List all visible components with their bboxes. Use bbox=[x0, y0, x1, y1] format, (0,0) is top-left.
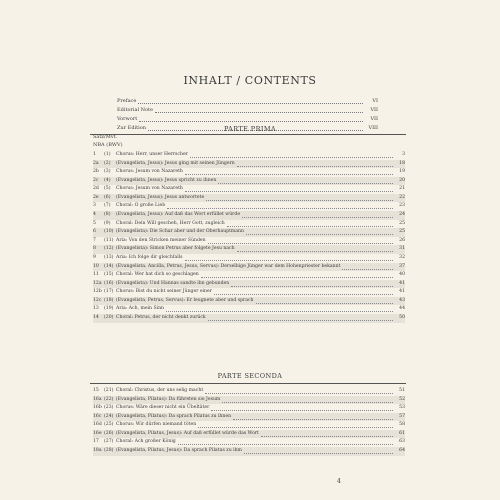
movement-number: 5 bbox=[93, 220, 96, 226]
bwv-number: (27) bbox=[104, 439, 114, 445]
movement-title: Aria: Ach, mein Sinn bbox=[116, 306, 164, 312]
movement-title: (Evangelista): Die Schar aber und der Oberhauptmann bbox=[116, 229, 244, 235]
dot-leader bbox=[214, 288, 393, 295]
dot-leader bbox=[233, 413, 393, 420]
page-ref: 3 bbox=[402, 152, 405, 157]
movement-number: 12b bbox=[93, 289, 102, 295]
page-ref: 40 bbox=[399, 272, 405, 278]
movement-number: 15 bbox=[93, 388, 99, 393]
page-ref: 64 bbox=[399, 448, 405, 454]
movement-number: 6 bbox=[93, 229, 96, 235]
toc-row bbox=[93, 271, 405, 280]
bwv-number: (26) bbox=[104, 430, 114, 436]
bwv-number: (12) bbox=[104, 246, 114, 252]
part-heading-prima: PARTE PRIMA bbox=[224, 125, 276, 133]
bwv-number: (22) bbox=[104, 396, 114, 402]
movement-title: (Evangelista): Simon Petrus aber folgete Jesu nach bbox=[116, 246, 235, 252]
movement-number: 16b bbox=[93, 405, 102, 411]
page-ref: 41 bbox=[399, 280, 405, 286]
dot-leader bbox=[185, 185, 393, 192]
dot-leader bbox=[237, 160, 393, 167]
front-matter-item bbox=[117, 115, 378, 124]
bwv-number: (19) bbox=[104, 306, 114, 312]
toc-row bbox=[93, 297, 405, 306]
movement-number: 16c bbox=[93, 413, 102, 419]
movement-number: 2c bbox=[93, 177, 99, 183]
front-matter-page: VI bbox=[372, 98, 378, 104]
dot-leader bbox=[205, 387, 393, 394]
dot-leader bbox=[190, 151, 393, 158]
column-header-nba: NBA (BWV) bbox=[93, 142, 123, 148]
toc-row bbox=[93, 177, 405, 186]
movement-title: (Evangelista, Ancilla, Petrus, Jesus, Servus): Derselbige Jünger war dem Hohenpriester bekannt bbox=[116, 263, 341, 269]
movement-title: Chorus: Herr, unser Herrscher bbox=[116, 152, 188, 157]
page-ref: 25 bbox=[399, 220, 405, 226]
dot-leader bbox=[208, 237, 393, 244]
page-ref: 18 bbox=[399, 160, 405, 166]
front-matter-label: Zur Edition bbox=[117, 125, 146, 131]
page-ref: 37 bbox=[399, 263, 405, 269]
movement-number: 7 bbox=[93, 237, 96, 243]
page-ref: 61 bbox=[399, 430, 405, 436]
bwv-number: (21) bbox=[104, 388, 114, 393]
bwv-number: (5) bbox=[104, 186, 111, 192]
page-ref: 53 bbox=[399, 405, 405, 411]
bwv-number: (6) bbox=[104, 194, 111, 200]
toc-row bbox=[93, 245, 405, 254]
movement-title: (Evangelista, Petrus, Servus): Er leugnete aber und sprach bbox=[116, 297, 254, 303]
page-ref: 51 bbox=[399, 388, 405, 393]
toc-row bbox=[93, 396, 405, 405]
toc-row bbox=[93, 263, 405, 272]
bwv-number: (23) bbox=[104, 405, 114, 411]
bwv-number: (16) bbox=[104, 280, 114, 286]
movement-number: 17 bbox=[93, 439, 99, 445]
bwv-number: (28) bbox=[104, 448, 114, 454]
bwv-number: (20) bbox=[104, 314, 114, 320]
movement-title: Choral: Ach großer König bbox=[116, 439, 176, 445]
movement-title: Choral: Dein Will gescheh, Herr Gott, zugleich bbox=[116, 220, 225, 226]
movement-number: 2b bbox=[93, 169, 99, 175]
toc-row bbox=[93, 430, 405, 439]
front-matter-label: Vorwort bbox=[117, 116, 138, 122]
toc-row bbox=[93, 421, 405, 430]
toc-row bbox=[93, 413, 405, 422]
bwv-number: (3) bbox=[104, 169, 111, 175]
bwv-number: (7) bbox=[104, 203, 111, 209]
movement-number: 2a bbox=[93, 160, 99, 166]
dot-leader bbox=[244, 447, 393, 454]
movement-title: (Evangelista, Jesus): Jesus spricht zu ihnen bbox=[116, 177, 217, 183]
page-ref: 43 bbox=[399, 297, 405, 303]
dot-leader bbox=[261, 430, 393, 437]
dot-leader bbox=[208, 314, 393, 321]
bwv-number: (13) bbox=[104, 254, 114, 260]
movement-title: Chorus: Wir dürfen niemand töten bbox=[116, 422, 197, 428]
movement-number: 2d bbox=[93, 186, 99, 192]
dot-leader bbox=[246, 228, 393, 235]
toc-row bbox=[93, 211, 405, 220]
movement-number: 11 bbox=[93, 272, 99, 278]
movement-title: (Evangelista, Pilatus, Jesus): Da sprach Pilatus zu ihm bbox=[116, 448, 242, 454]
toc-row bbox=[93, 314, 405, 323]
front-matter-label: Preface bbox=[117, 98, 137, 104]
movement-number: 4 bbox=[93, 212, 96, 218]
divider bbox=[90, 134, 406, 135]
bwv-number: (25) bbox=[104, 422, 114, 428]
page-ref: 20 bbox=[399, 177, 405, 183]
page-ref: 24 bbox=[399, 212, 405, 218]
front-matter-page: VII bbox=[370, 116, 378, 122]
toc-row bbox=[93, 254, 405, 263]
dot-leader bbox=[201, 271, 393, 278]
dot-leader bbox=[178, 438, 393, 445]
column-header-satz: Satz/Mvt. bbox=[93, 134, 118, 140]
bwv-number: (2) bbox=[104, 160, 111, 166]
toc-row bbox=[93, 305, 405, 314]
page-ref: 25 bbox=[399, 229, 405, 235]
bwv-number: (14) bbox=[104, 263, 114, 269]
page-ref: 50 bbox=[399, 314, 405, 320]
bwv-number: (15) bbox=[104, 272, 114, 278]
toc-row bbox=[93, 220, 405, 229]
page-ref: 21 bbox=[399, 186, 405, 192]
dot-leader bbox=[231, 280, 393, 287]
movement-title: Chorus: Bist du nicht seiner Jünger einer bbox=[116, 289, 212, 295]
toc-row bbox=[93, 280, 405, 289]
dot-leader bbox=[206, 194, 393, 201]
movement-title: (Evangelista): Und Hannas sandte ihn gebunden bbox=[116, 280, 230, 286]
movement-title: (Evangelista, Jesus): Jesus antwortete bbox=[116, 194, 205, 200]
movement-title: Chorus: Wäre dieser nicht ein Übeltäter bbox=[116, 405, 210, 411]
movement-title: (Evangelista, Jesus): Jesus ging mit seinen Jüngern bbox=[116, 160, 235, 166]
movement-number: 9 bbox=[93, 254, 96, 260]
page-ref: 32 bbox=[399, 254, 405, 260]
page-ref: 31 bbox=[399, 246, 405, 252]
movement-title: Choral: Petrus, der nicht denkt zurück bbox=[116, 314, 206, 320]
dot-leader bbox=[167, 202, 393, 209]
front-matter-item bbox=[117, 106, 378, 115]
divider bbox=[90, 383, 406, 384]
dot-leader bbox=[185, 254, 393, 261]
movement-title: Aria: Von den Stricken meiner Sünden bbox=[116, 237, 206, 243]
bwv-number: (8) bbox=[104, 212, 111, 218]
dot-leader bbox=[139, 115, 363, 122]
movement-title: Aria: Ich folge dir gleichfalls bbox=[116, 254, 183, 260]
toc-row bbox=[93, 438, 405, 447]
toc-row bbox=[93, 168, 405, 177]
front-matter-label: Editorial Note bbox=[117, 107, 153, 113]
dot-leader bbox=[218, 177, 393, 184]
toc-row bbox=[93, 185, 405, 194]
movement-number: 16a bbox=[93, 396, 102, 402]
movement-number: 16d bbox=[93, 422, 102, 428]
dot-leader bbox=[155, 106, 363, 113]
movement-number: 2e bbox=[93, 194, 99, 200]
dot-leader bbox=[237, 245, 393, 252]
movement-number: 12a bbox=[93, 280, 102, 286]
movement-number: 13 bbox=[93, 306, 99, 312]
front-matter-page: VIII bbox=[368, 125, 378, 131]
movement-number: 18a bbox=[93, 448, 102, 454]
movement-title: Chorus: Jesum von Nazareth bbox=[116, 169, 183, 175]
movement-title: Choral: Wer hat dich so geschlagen bbox=[116, 272, 199, 278]
movement-title: Chorus: Jesum von Nazareth bbox=[116, 186, 183, 192]
page-number: 4 bbox=[337, 478, 341, 485]
page-ref: 44 bbox=[399, 306, 405, 312]
page-ref: 22 bbox=[399, 194, 405, 200]
bwv-number: (9) bbox=[104, 220, 111, 226]
dot-leader bbox=[256, 297, 394, 304]
bwv-number: (4) bbox=[104, 177, 111, 183]
movement-number: 14 bbox=[93, 314, 99, 320]
toc-row bbox=[93, 202, 405, 211]
part2-list bbox=[93, 387, 405, 456]
dot-leader bbox=[342, 263, 393, 270]
page-ref: 23 bbox=[399, 203, 405, 209]
part-heading-seconda: PARTE SECONDA bbox=[217, 372, 283, 380]
movement-title: (Evangelista, Pilatus, Jesus): Auf daß erfüllet würde das Wort bbox=[116, 430, 259, 436]
toc-row bbox=[93, 447, 405, 456]
bwv-number: (17) bbox=[104, 289, 114, 295]
bwv-number: (24) bbox=[104, 413, 114, 419]
dot-leader bbox=[198, 421, 393, 428]
toc-row bbox=[93, 404, 405, 413]
page-ref: 26 bbox=[399, 237, 405, 243]
movement-number: 1 bbox=[93, 152, 96, 157]
toc-row bbox=[93, 151, 405, 160]
toc-row bbox=[93, 288, 405, 297]
dot-leader bbox=[211, 404, 393, 411]
dot-leader bbox=[138, 97, 363, 104]
page-title: INHALT / CONTENTS bbox=[183, 74, 317, 87]
page-ref: 41 bbox=[399, 289, 405, 295]
toc-row bbox=[93, 160, 405, 169]
page-ref: 19 bbox=[399, 169, 405, 175]
front-matter-page: VII bbox=[370, 107, 378, 113]
movement-number: 16e bbox=[93, 430, 102, 436]
toc-row bbox=[93, 194, 405, 203]
toc-row bbox=[93, 237, 405, 246]
dot-leader bbox=[185, 168, 393, 175]
movement-number: 12c bbox=[93, 297, 102, 303]
toc-row bbox=[93, 228, 405, 237]
movement-title: Choral: Christus, der uns selig macht bbox=[116, 388, 204, 393]
movement-number: 3 bbox=[93, 203, 96, 209]
bwv-number: (1) bbox=[104, 152, 111, 157]
page-ref: 63 bbox=[399, 439, 405, 445]
dot-leader bbox=[166, 305, 393, 312]
part1-list bbox=[93, 151, 405, 323]
bwv-number: (11) bbox=[104, 237, 114, 243]
dot-leader bbox=[222, 396, 393, 403]
dot-leader bbox=[227, 220, 393, 227]
front-matter-item bbox=[117, 97, 378, 106]
movement-number: 8 bbox=[93, 246, 96, 252]
bwv-number: (18) bbox=[104, 297, 114, 303]
page-ref: 52 bbox=[399, 396, 405, 402]
movement-title: (Evangelista, Jesus): Auf daß das Wort erfüllet würde bbox=[116, 212, 241, 218]
bwv-number: (10) bbox=[104, 229, 114, 235]
page-ref: 57 bbox=[399, 413, 405, 419]
page-ref: 58 bbox=[399, 422, 405, 428]
toc-row bbox=[93, 387, 405, 396]
movement-title: (Evangelista, Pilatus): Da sprach Pilatus zu ihnen bbox=[116, 413, 232, 419]
movement-title: (Evangelista, Pilatus): Da führeten sie Jesum bbox=[116, 396, 221, 402]
movement-number: 10 bbox=[93, 263, 99, 269]
movement-title: Choral: O große Lieb bbox=[116, 203, 166, 209]
dot-leader bbox=[242, 211, 393, 218]
